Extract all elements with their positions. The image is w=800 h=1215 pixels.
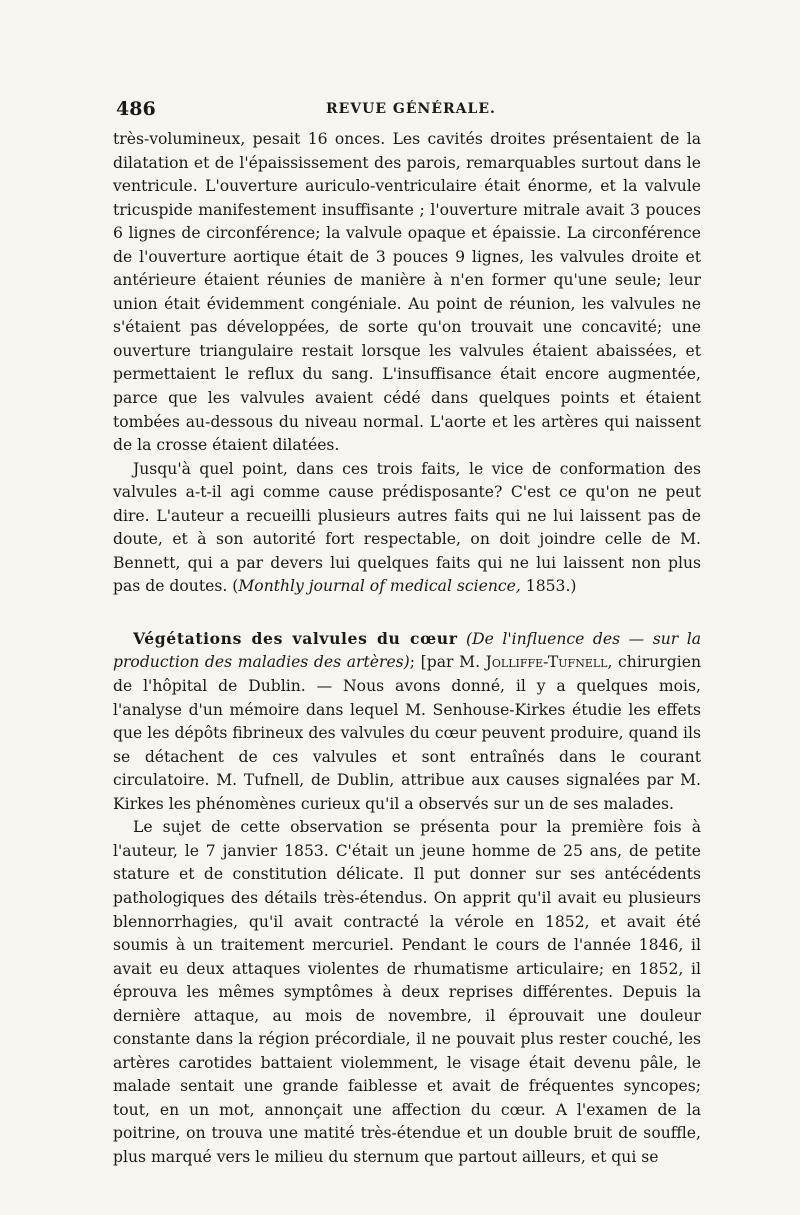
section-subtitle: (De l'influence des — sur la production des maladies des artères) bbox=[113, 629, 701, 672]
author-name: Jolliffe-Tufnell bbox=[485, 653, 608, 672]
author-prefix: ; [par M. bbox=[409, 653, 486, 672]
running-title: REVUE GÉNÉRALE. bbox=[326, 101, 496, 117]
section-paragraph bbox=[113, 627, 701, 816]
section-title: Végétations des valvules du cœur bbox=[133, 628, 458, 648]
body-text bbox=[113, 128, 701, 1170]
paragraph-observation: Le sujet de cette observation se présenta pour la première fois à l'auteur, le 7 janvier 1853. C'était un jeune homme de 25 ans, de petite stature et de constitution délicate. Il put donner sur ses antécédents pathologiques des détails très-étendus. On apprit qu'il avait eu plusieurs blennorrhagies, qu'il avait contracté la vérole en 1852, et avait été soumis à un traitement mercuriel. Pendant le cours de l'année 1846, il avait eu deux attaques violentes de rhumatisme articulaire; en 1852, il éprouva les mêmes symptômes à deux reprises différentes. Depuis la dernière attaque, au mois de novembre, il éprouvait une douleur constante dans la région précordiale, il ne pouvait plus rester couché, les artères carotides battaient violemment, le visage était devenu pâle, le malade sentait une grande faiblesse et avait de fréquentes syncopes; tout, en un mot, annonçait une affection du cœur. A l'examen de la poitrine, on trouva une matité très-étendue et un double bruit de souffle, plus marqué vers le milieu du sternum que partout ailleurs, et qui se bbox=[113, 818, 701, 1166]
discussion-text: Jusqu'à quel point, dans ces trois faits, le vice de conformation des valvules a-t-il agi comme cause prédisposante? C'est ce qu'on ne peut dire. L'auteur a recueilli plusieurs autres faits qui ne lui laissent pas de doute, et à son autorité fort respectable, on doit joindre celle de M. Bennett, qui a par devers lui quelques faits qui ne lui laissent non plus pas de doutes. bbox=[113, 459, 701, 596]
page-number: 486 bbox=[116, 98, 156, 120]
page-header bbox=[116, 98, 700, 124]
source-title: Monthly journal of medical science, bbox=[238, 577, 521, 596]
source-close: 1853.) bbox=[520, 577, 577, 596]
paragraph-continued: très-volumineux, pesait 16 onces. Les cavités droites présentaient de la dilatation et de l'épaississement des parois, remarquables surtout dans le ventricule. L'ouverture auriculo-ventriculaire était énorme, et la valvule tricuspide manifestement insuffisante ; l'ouverture mitrale avait 3 pouces 6 lignes de circonférence; la valvule opaque et épaissie. La circonférence de l'ouverture aortique était de 3 pouces 9 lignes, les valvules droite et antérieure étaient réunies de manière à n'en former qu'une seule; leur union était évidemment congéniale. Au point de réunion, les valvules ne s'étaient pas développées, de sorte qu'on trouvait une concavité; une ouverture triangulaire restait lorsque les valvules étaient abaissées, et permettaient le reflux du sang. L'insuffisance était encore augmentée, parce que les valvules avaient cédé dans quelques points et étaient tombées au-dessous du niveau normal. L'aorte et les artères qui naissent de la crosse étaient dilatées. bbox=[113, 130, 701, 455]
section-text: , chirurgien de l'hôpital de Dublin. — Nous avons donné, il y a quelques mois, l'analyse d'un mémoire dans lequel M. Senhouse-Kirkes étudie les effets que les dépôts fibrineux des valvules du cœur peuvent produire, quand ils se détachent de ces valvules et sont entraînés dans le courant circulatoire. M. Tufnell, de Dublin, attribue aux causes signalées par M. Kirkes les phénomènes curieux qu'il a observés sur un de ses malades. bbox=[113, 653, 702, 813]
paragraph-discussion bbox=[113, 458, 701, 599]
source-open: ( bbox=[232, 577, 239, 596]
